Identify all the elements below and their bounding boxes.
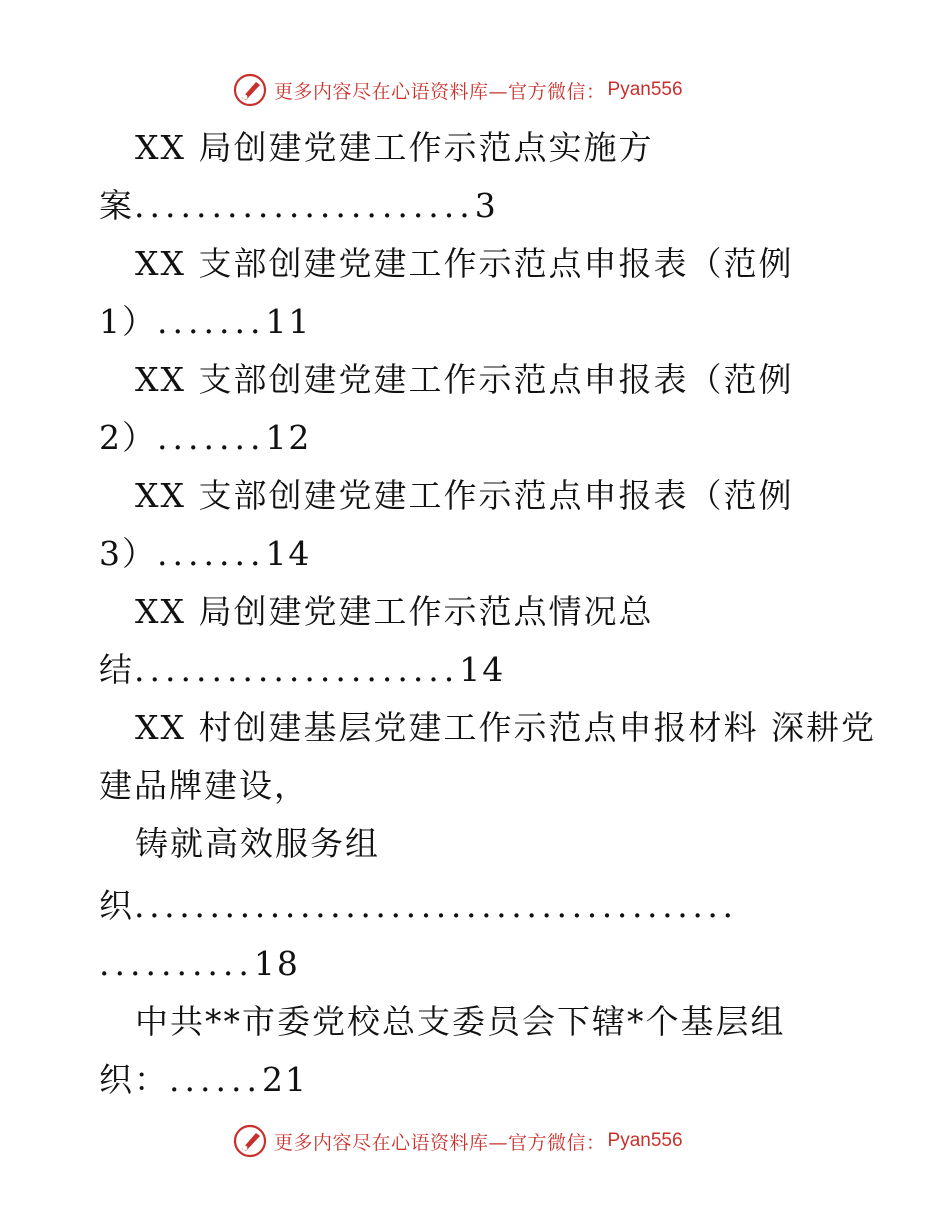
pen-logo-icon bbox=[232, 72, 268, 108]
toc-entry-5-title: XX 局创建党建工作示范点情况总 bbox=[135, 592, 654, 631]
toc-entry-7-title: 中共**市委党校总支委员会下辖*个基层组 bbox=[135, 1002, 786, 1041]
toc-entry-5-leader: 结.....................14 bbox=[99, 650, 506, 689]
toc-entry-2-leader: 1）.......11 bbox=[99, 302, 312, 341]
toc-entry-6-title: XX 村创建基层党建工作示范点申报材料 深耕党 bbox=[135, 708, 876, 747]
banner-text: 更多内容尽在心语资料库—官方微信： bbox=[274, 80, 606, 103]
toc-entry-4-leader: 3）.......14 bbox=[99, 534, 312, 573]
toc-entry-6-leader-cont: ..........18 bbox=[99, 944, 300, 983]
page-number: 21 bbox=[261, 1060, 308, 1099]
toc-entry-7-leader: 织：......21 bbox=[99, 1060, 308, 1099]
header-watermark-banner bbox=[232, 70, 683, 110]
page-number: 12 bbox=[265, 418, 312, 457]
toc-entry-3-title: XX 支部创建党建工作示范点申报表（范例 bbox=[135, 360, 794, 399]
banner-wechat-id: Pyan556 bbox=[607, 79, 683, 100]
page-number: 18 bbox=[253, 944, 300, 983]
banner-text: 更多内容尽在心语资料库—官方微信： bbox=[274, 1131, 606, 1154]
toc-entry-1-leader: 案......................3 bbox=[99, 186, 498, 225]
toc-entry-3-leader: 2）.......12 bbox=[99, 418, 312, 457]
footer-watermark-banner bbox=[232, 1121, 683, 1161]
page-number: 14 bbox=[265, 534, 312, 573]
page-number: 3 bbox=[474, 186, 498, 225]
toc-entry-6-title-cont2: 铸就高效服务组 bbox=[135, 824, 380, 863]
toc-entry-4-title: XX 支部创建党建工作示范点申报表（范例 bbox=[135, 476, 794, 515]
toc-entry-2-title: XX 支部创建党建工作示范点申报表（范例 bbox=[135, 244, 794, 283]
page-number: 14 bbox=[459, 650, 506, 689]
banner-wechat-id: Pyan556 bbox=[607, 1130, 683, 1151]
toc-entry-1-title: XX 局创建党建工作示范点实施方 bbox=[135, 128, 654, 167]
toc-entry-6-title-cont: 建品牌建设， bbox=[99, 766, 309, 805]
page-number: 11 bbox=[265, 302, 312, 341]
toc-entry-6-leader: 织........................................ bbox=[99, 886, 738, 925]
pen-logo-icon bbox=[232, 1123, 268, 1159]
